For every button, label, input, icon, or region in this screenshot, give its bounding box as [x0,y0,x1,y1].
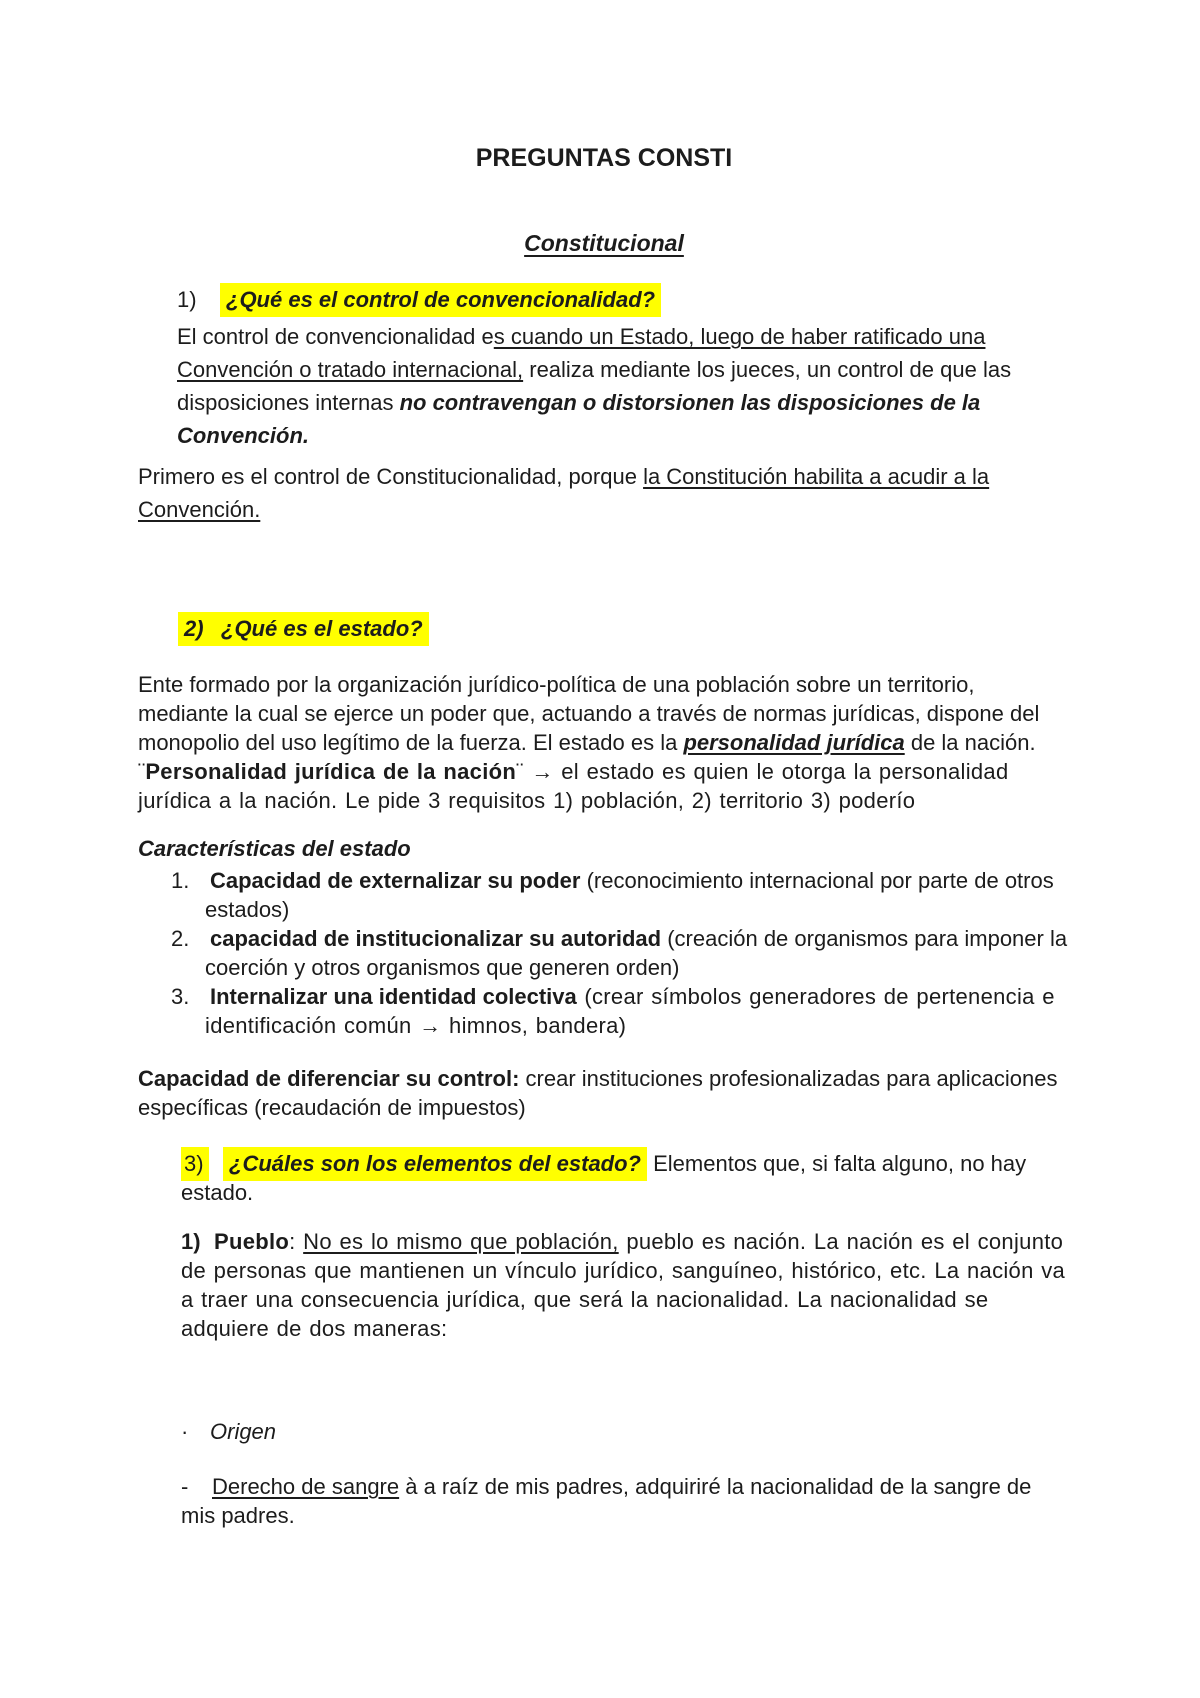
p5-colon: : [289,1229,304,1254]
section-heading-constitucional: Constitucional [524,230,684,256]
question-3-number-wrap [181,1149,223,1178]
p3-run-plain-2: de la nación. ¨ [138,730,1036,784]
p1-run-plain: El control de convencionalidad e [177,324,494,349]
list-item-2-rest: (creación de organismos para imponer la coerción y otros organismos que generen orden) [205,926,1068,980]
question-1-highlight: ¿Qué es el control de convencionalidad? [220,283,661,317]
section-heading-wrap [138,175,1070,260]
origen-label: Origen [210,1419,277,1444]
list-item-3-number: 3. [171,984,190,1009]
list-item-3 [171,982,1070,1040]
question-2-number: 2) [184,616,204,641]
p5-rest: pueblo es nación. La nación es el conjunto de personas que mantienen un vínculo jurídico, sanguíneo, histórico, etc. La nación va a traer una consecuencia jurídica, que será la nacionalidad. La nacionalidad se adquiere de dos maneras: [181,1229,1066,1341]
p3-run-bold: Personalidad jurídica de la nación [145,759,517,784]
dash-item-derecho-sangre [181,1472,1070,1530]
p3-run-bold-italic-underlined: personalidad jurídica [683,730,905,755]
question-3-rest: Elementos que, si falta alguno, no hay estado. [181,1151,1027,1205]
paragraph-pueblo [181,1227,1070,1343]
paragraph-control-convencionalidad [177,320,1070,452]
list-item-1-rest: (reconocimiento internacional por parte de otros estados) [205,868,1054,922]
question-3 [181,1149,1070,1207]
bullet-item-origen [181,1417,1070,1446]
list-item-1-number: 1. [171,868,190,893]
question-2 [178,612,1070,645]
p5-underlined: No es lo mismo que población, [303,1229,619,1254]
dash-rest: à a raíz de mis padres, adquiriré la nacionalidad de la sangre de mis padres. [181,1474,1032,1528]
paragraph-definicion-estado [138,670,1070,815]
p4-run-plain: crear instituciones profesionalizadas para aplicaciones específicas (recaudación de impuestos) [138,1066,1058,1120]
question-2-highlight [178,612,429,646]
caracteristicas-list [171,866,1070,1040]
question-1-number: 1) [177,287,197,312]
p4-run-bold: Capacidad de diferenciar su control: [138,1066,520,1091]
list-item-2-bold: capacidad de institucionalizar su autoridad [210,926,662,951]
list-item-1-bold: Capacidad de externalizar su poder [210,868,581,893]
question-3-number: 3) [181,1147,209,1181]
list-item-1 [171,866,1070,924]
list-item-2-number: 2. [171,926,190,951]
p3-run-plain-3: ¨ → el estado es quien le otorga la personalidad jurídica a la nación. Le pide 3 requisitos 1) población, 2) territorio 3) poderío [138,759,1009,813]
heading-caracteristicas-estado: Características del estado [138,836,411,861]
list-item-3-bold: Internalizar una identidad colectiva [210,984,577,1009]
question-3-highlight: ¿Cuáles son los elementos del estado? [223,1147,647,1181]
paragraph-capacidad-diferenciar [138,1064,1070,1122]
question-2-text: ¿Qué es el estado? [221,616,423,641]
p1-run-underlined: s cuando un Estado, luego de haber ratificado una Convención o tratado internacional, [177,324,986,382]
p5-number: 1) [181,1229,201,1254]
p5-bold: Pueblo [214,1229,290,1254]
p2-run-underlined: la Constitución habilita a acudir a la Convención. [138,464,990,522]
question-1 [177,283,1070,316]
p2-run-plain: Primero es el control de Constitucionalidad, porque [138,464,644,489]
dash-underlined: Derecho de sangre [212,1474,400,1499]
p1-run-bold-italic: no contravengan o distorsionen las disposiciones de la Convención. [177,390,981,448]
dash-marker: - [181,1474,189,1499]
p1-run-plain-2: realiza mediante los jueces, un control de que las disposiciones internas [177,357,1012,415]
list-item-3-rest: (crear símbolos generadores de pertenencia e identificación común → himnos, bandera) [205,984,1055,1038]
p3-run-plain: Ente formado por la organización jurídico-política de una población sobre un territorio, mediante la cual se ejerce un poder que, actuando a través de normas jurídicas, dispone del monopolio del uso legítimo de la fuerza. El estado es la [138,672,1040,755]
origen-bullet-icon: · [181,1419,189,1444]
document-title: PREGUNTAS CONSTI [475,144,733,172]
list-item-2 [171,924,1070,982]
paragraph-primero-control [138,460,1070,526]
